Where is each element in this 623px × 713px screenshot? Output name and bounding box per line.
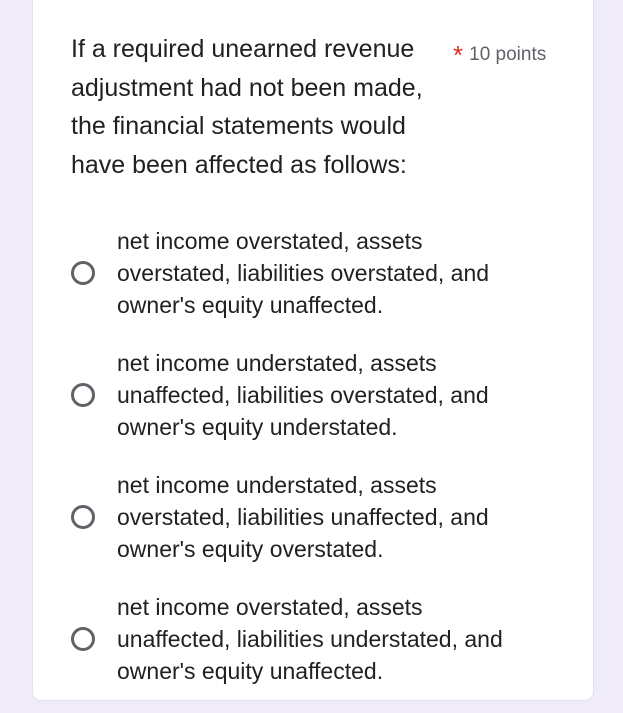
radio-button[interactable] <box>71 505 95 529</box>
radio-option-4[interactable] <box>71 591 571 687</box>
points-badge <box>453 36 547 70</box>
radio-button[interactable] <box>71 383 95 407</box>
radio-option-3[interactable] <box>71 469 571 565</box>
radio-group <box>71 225 571 713</box>
points-label: 10 points <box>469 44 547 65</box>
radio-option-label[interactable]: net income understated, assets overstated, liabilities unaffected, and owner's equity overstated. <box>117 472 489 562</box>
radio-button[interactable] <box>71 261 95 285</box>
required-asterisk: * <box>453 40 464 70</box>
radio-option-label[interactable]: net income overstated, assets unaffected, liabilities understated, and owner's equity unaffected. <box>117 594 503 684</box>
radio-option-label[interactable]: net income understated, assets unaffected, liabilities overstated, and owner's equity understated. <box>117 350 489 440</box>
radio-option-1[interactable] <box>71 225 571 321</box>
radio-option-label[interactable]: net income overstated, assets overstated, liabilities overstated, and owner's equity unaffected. <box>117 228 490 318</box>
radio-button[interactable] <box>71 627 95 651</box>
question-card <box>33 0 593 700</box>
radio-option-2[interactable] <box>71 347 571 443</box>
question-text: If a required unearned revenue adjustment had not been made, the financial statements would have been affected as follows: <box>71 35 423 179</box>
